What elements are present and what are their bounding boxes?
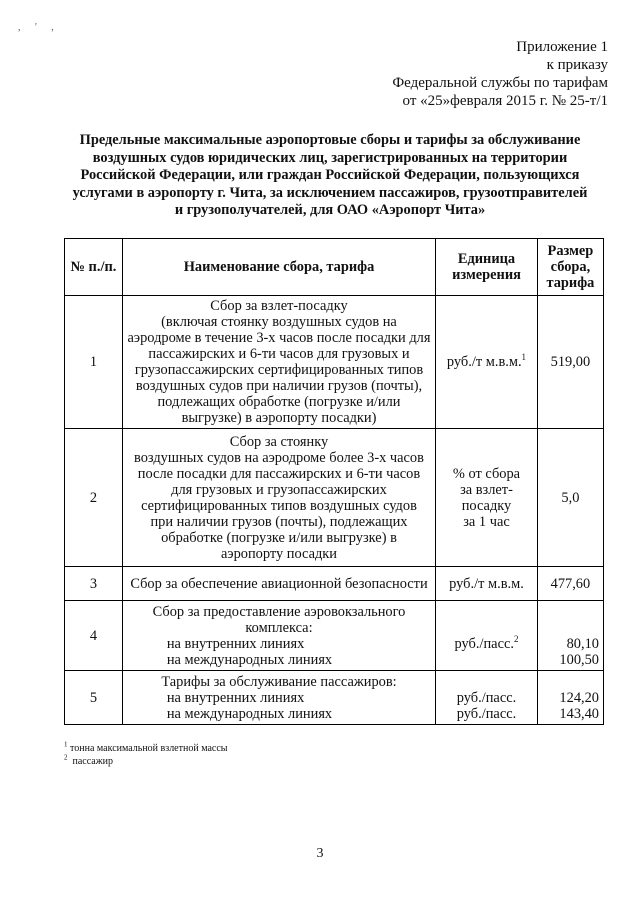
attachment-line: к приказу: [546, 57, 608, 73]
row-size: [537, 601, 603, 671]
size-line: 143,40: [559, 706, 599, 722]
row-name: [122, 601, 435, 671]
title-line: услугами в аэропорту г. Чита, за исключением пассажиров, грузоотправителей: [72, 184, 588, 201]
row-size: 519,00: [537, 296, 603, 429]
attachment-line: от «25»февраля 2015 г. № 25-т/1: [402, 93, 608, 109]
name-line: грузопассажирских сертифицированных типов: [134, 362, 424, 378]
footnote-text: тонна максимальной взлетной массы: [70, 743, 228, 754]
row-size: [537, 671, 603, 725]
attachment-line: Федеральной службы по тарифам: [392, 75, 608, 91]
footnote: [64, 742, 228, 755]
attachment-line: Приложение 1: [516, 39, 608, 55]
row-name: [122, 296, 435, 429]
tariff-table: [64, 238, 604, 725]
name-line: после посадки для пассажирских и 6-ти часов: [137, 465, 421, 482]
attachment-header: [392, 38, 608, 110]
unit-line: % от сбора: [452, 465, 521, 482]
title-line: Российской Федерации, или граждан Российской Федерации, пользующихся: [80, 167, 580, 183]
header-num: № п./п.: [65, 239, 123, 296]
name-line: воздушных судов на аэродроме более 3-х часов: [134, 449, 424, 466]
name-line: пассажирских и 6-ти часов для грузовых и: [148, 346, 410, 362]
name-line: обработке (погрузке и/или выгрузке) в: [161, 529, 397, 546]
name-line: Тарифы за обслуживание пассажиров:: [161, 673, 397, 690]
document-title: [55, 132, 605, 220]
table-row: [65, 601, 604, 671]
footnote-mark: 2: [64, 753, 68, 762]
unit-text: руб./т м.в.м.: [446, 354, 522, 370]
title-line: и грузополучателей, для ОАО «Аэропорт Чита»: [174, 202, 486, 218]
sub-line: на внутренних линиях: [166, 689, 305, 706]
unit-line: руб./пасс.: [456, 706, 517, 722]
sub-line: на международных линиях: [166, 705, 333, 722]
footnote-text: пассажир: [72, 756, 113, 767]
table-row: [65, 567, 604, 601]
sub-line: на международных линиях: [166, 651, 333, 668]
name-line: для грузовых и грузопассажирских: [171, 481, 387, 498]
size-line: 124,20: [559, 690, 599, 706]
name-line: Сбор за взлет-посадку: [210, 298, 348, 314]
footnote-ref: 2: [513, 634, 519, 645]
header-name: Наименование сбора, тарифа: [122, 239, 435, 296]
unit-line: посадку: [461, 497, 512, 514]
name-line: подлежащих обработке (погрузке и/или: [157, 394, 401, 410]
table-header-row: [65, 239, 604, 296]
size-line: 80,10: [566, 636, 599, 652]
row-size: 5,0: [537, 429, 603, 567]
name-line: аэропорту посадки: [221, 545, 337, 562]
row-unit: [436, 429, 538, 567]
page-number: 3: [316, 846, 324, 861]
table-row: [65, 671, 604, 725]
row-name: Сбор за обеспечение авиационной безопасности: [122, 567, 435, 601]
table-row: [65, 429, 604, 567]
footnote-mark: 1: [64, 740, 68, 749]
header-size: Размер сбора, тарифа: [537, 239, 603, 296]
row-num: 2: [65, 429, 123, 567]
name-line: комплекса:: [245, 619, 313, 636]
row-name: [122, 671, 435, 725]
sub-line: на внутренних линиях: [166, 635, 305, 652]
name-line: Сбор за стоянку: [229, 433, 329, 450]
name-line: при наличии грузов (почты), подлежащих: [150, 513, 408, 530]
footnote-ref: 1: [521, 352, 527, 363]
unit-line: за 1 час: [463, 513, 510, 530]
row-unit: [436, 671, 538, 725]
row-num: 1: [65, 296, 123, 429]
title-line: Предельные максимальные аэропортовые сборы и тарифы за обслуживание: [79, 132, 581, 148]
footnotes: [64, 742, 228, 768]
row-size: 477,60: [537, 567, 603, 601]
row-num: 3: [65, 567, 123, 601]
footnote: [64, 755, 228, 768]
row-unit: [436, 296, 538, 429]
row-unit: руб./т м.в.м.: [436, 567, 538, 601]
unit-line: за взлет-: [460, 481, 513, 498]
name-line: сертифицированных типов воздушных судов: [141, 497, 417, 514]
row-name: [122, 429, 435, 567]
name-line: воздушных судов при наличии грузов (почты),: [135, 378, 423, 394]
scan-marks: , ' ,: [18, 22, 60, 33]
row-num: 5: [65, 671, 123, 725]
unit-text: руб./пасс.: [454, 636, 514, 652]
row-num: 4: [65, 601, 123, 671]
name-line: Сбор за предоставление аэровокзального: [152, 603, 406, 620]
table-row: [65, 296, 604, 429]
row-unit: [436, 601, 538, 671]
unit-line: руб./пасс.: [456, 690, 517, 706]
title-line: воздушных судов юридических лиц, зарегистрированных на территории: [92, 149, 568, 166]
name-line: (включая стоянку воздушных судов на: [161, 314, 397, 330]
name-line: аэродроме в течение 3-х часов после посадки для: [127, 330, 431, 346]
name-line: выгрузке) в аэропорту посадки): [181, 410, 377, 426]
header-unit: Единица измерения: [436, 239, 538, 296]
size-line: 100,50: [559, 652, 599, 668]
